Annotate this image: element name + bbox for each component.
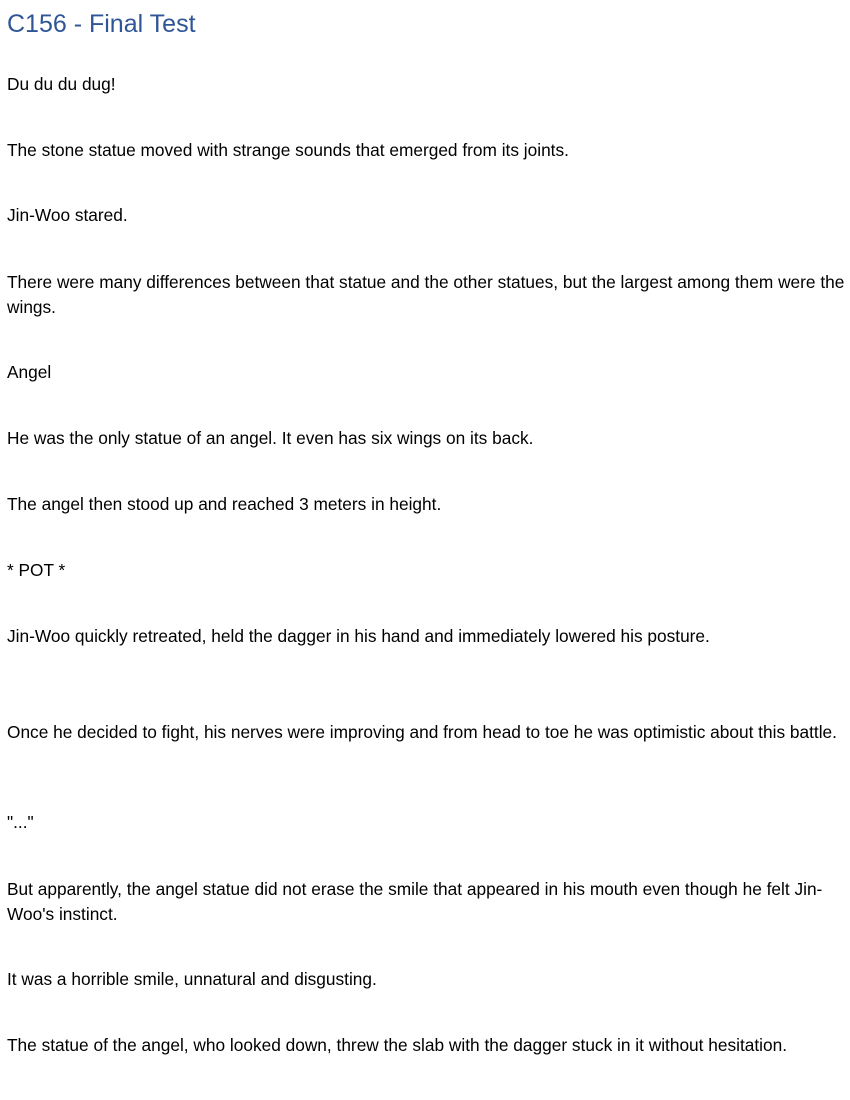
paragraph: Jin-Woo stared. [7,205,128,225]
page-title: C156 - Final Test [7,10,196,38]
paragraph: There were many differences between that statue and the other statues, but the largest among them were the wings. [7,272,845,317]
paragraph: Once he decided to fight, his nerves were improving and from head to toe he was optimistic about this battle. [7,722,837,742]
paragraph: Angel [7,362,52,382]
paragraph: It was a horrible smile, unnatural and disgusting. [7,969,377,989]
paragraph: * POT * [7,560,66,580]
paragraph: "..." [7,812,34,832]
paragraph: But apparently, the angel statue did not erase the smile that appeared in his mouth even though he felt Jin-Woo's instinct. [7,879,823,924]
paragraph: The stone statue moved with strange sounds that emerged from its joints. [7,140,569,160]
paragraph: He was the only statue of an angel. It even has six wings on its back. [7,428,534,448]
paragraph: Jin-Woo quickly retreated, held the dagger in his hand and immediately lowered his posture. [7,626,710,646]
paragraph: Du du du dug! [7,74,116,94]
paragraph: The statue of the angel, who looked down, threw the slab with the dagger stuck in it without hesitation. [7,1035,788,1055]
paragraph: The angel then stood up and reached 3 meters in height. [7,494,442,514]
